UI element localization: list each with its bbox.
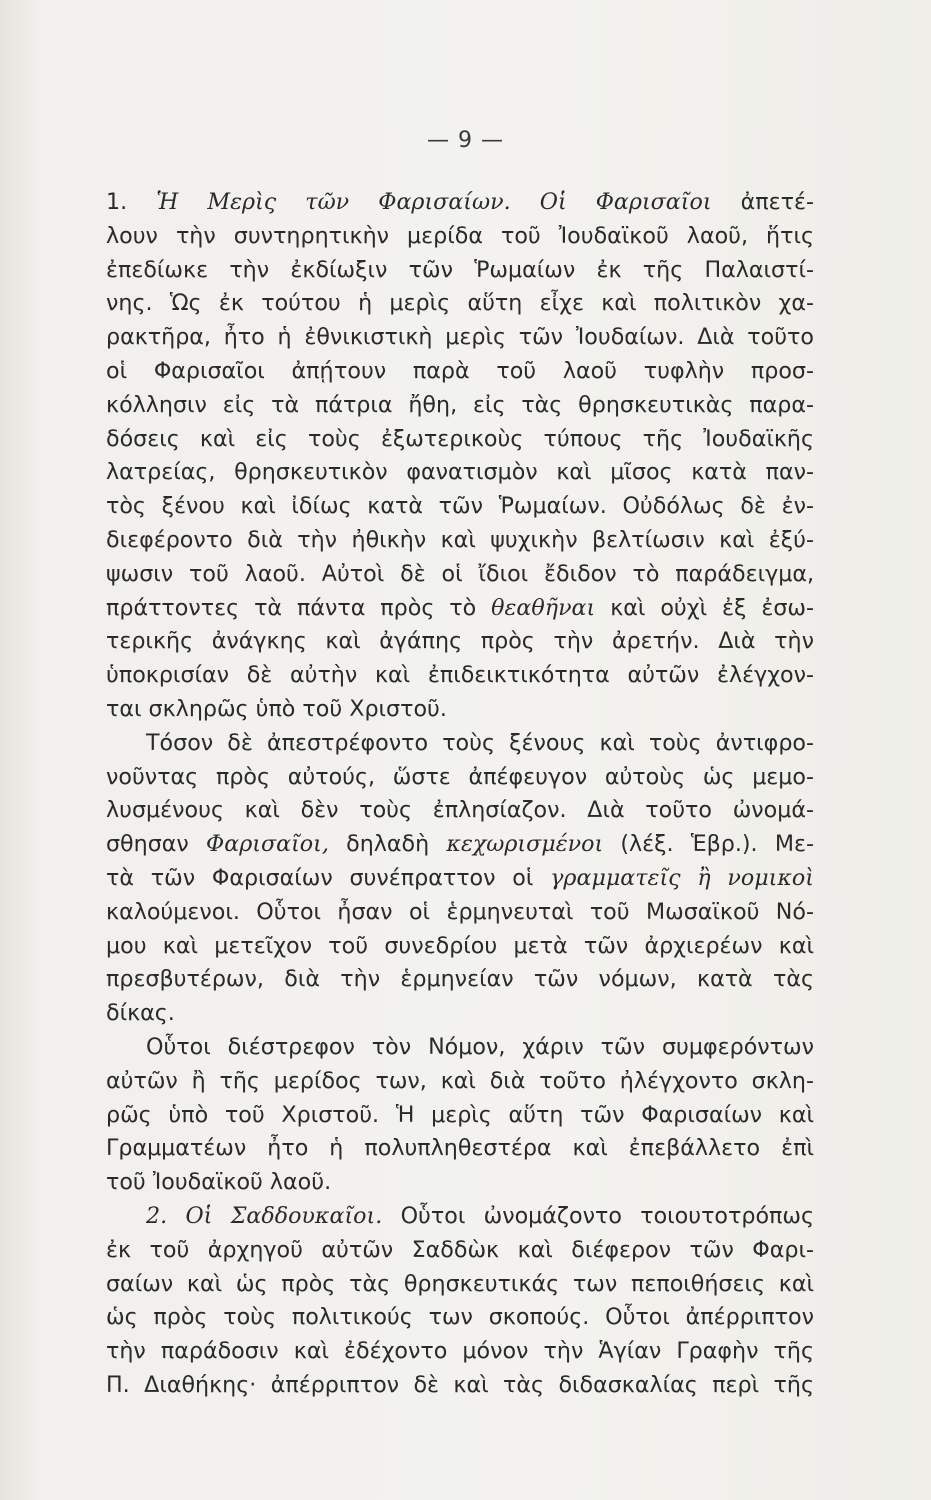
text-line [106,1268,814,1302]
text-run: μου καὶ μετεῖχον τοῦ συνεδρίου μετὰ τῶν ἀρχιερέων καὶ [106,932,814,959]
text-line [106,321,814,355]
text-run: δίκας. [106,1000,175,1027]
emphasis-text: Οἱ Φαρισαῖοι [539,189,712,215]
text-line [106,1200,814,1234]
page-number: — 9 — [427,128,504,153]
text-line [106,220,814,254]
text-line [106,524,814,558]
text-run: ται σκληρῶς ὑπὸ τοῦ Χριστοῦ. [106,695,447,722]
text-line [106,1065,814,1099]
text-line [106,287,814,321]
text-run: Γραμματέων ἦτο ἡ πολυπληθεστέρα καὶ ἐπεβάλλετο ἐπὶ [106,1135,814,1162]
text-line [106,456,814,490]
text-run: (λέξ. Ἑβρ.). Με- [603,831,814,858]
text-run: κόλλησιν εἰς τὰ πάτρια ἤθη, εἰς τὰς θρησκευτικὰς παρα- [106,391,814,418]
text-run: νης. Ὡς ἐκ τούτου ἡ μερὶς αὕτη εἶχε καὶ πολιτικὸν χα- [106,290,814,317]
text-run [511,189,540,215]
text-line [106,1099,814,1133]
text-run: 1. [106,189,157,215]
text-run: Π. Διαθήκης· ἀπέρριπτον δὲ καὶ τὰς διδασκαλίας περὶ τῆς [106,1371,814,1398]
text-run: τὸς ξένου καὶ ἰδίως κατὰ τῶν Ῥωμαίων. Οὐδόλως δὲ ἐν- [106,493,814,520]
text-run: νοῦντας πρὸς αὐτούς, ὥστε ἀπέφευγον αὐτοὺς ὡς μεμο- [106,763,814,790]
text-line [106,490,814,524]
text-line [106,828,814,862]
text-line [106,254,814,288]
text-run: αὐτῶν ἢ τῆς μερίδος των, καὶ διὰ τοῦτο ἠλέγχοντο σκλη- [106,1067,814,1094]
text-line [106,1301,814,1335]
text-line [106,693,814,727]
text-run: τοῦ Ἰουδαϊκοῦ λαοῦ. [106,1169,332,1196]
emphasis-text: θεαθῆναι [491,594,596,621]
text-line [106,659,814,693]
text-line [106,558,814,592]
text-line [106,1335,814,1369]
text-run: ρακτῆρα, ἦτο ἡ ἐθνικιστικὴ μερὶς τῶν Ἰουδαίων. Διὰ τοῦτο [106,324,814,351]
text-run: διεφέροντο διὰ τὴν ἠθικὴν καὶ ψυχικὴν βελτίωσιν καὶ ἐξύ- [106,526,814,553]
text-run: Οὗτοι ὠνομάζοντο τοιουτοτρόπως [382,1202,814,1229]
text-line [106,1031,814,1065]
emphasis-text: 2. Οἱ Σαδδουκαῖοι. [146,1202,383,1229]
text-line [106,355,814,389]
text-line [106,997,814,1031]
text-run: λουν τὴν συντηρητικὴν μερίδα τοῦ Ἰουδαϊκοῦ λαοῦ, ἥτις [106,222,814,249]
emphasis-text: Φαρισαῖοι, [206,831,329,858]
text-run: οἱ Φαρισαῖοι ἀπῄτουν παρὰ τοῦ λαοῦ τυφλὴν προσ- [106,357,814,384]
text-line [106,1132,814,1166]
text-run: ἐπεδίωκε τὴν ἐκδίωξιν τῶν Ῥωμαίων ἐκ τῆς Παλαιστί- [106,256,814,283]
emphasis-text: Ἡ Μερὶς τῶν Φαρισαίων. [156,189,511,215]
text-run: καὶ οὐχὶ ἐξ ἐσω- [595,594,814,621]
text-run: λυσμένους καὶ δὲν τοὺς ἐπλησίαζον. Διὰ τοῦτο ὠνομά- [106,797,814,824]
text-line [106,930,814,964]
text-run: ἀπετέ- [711,189,814,215]
text-line [106,1234,814,1268]
body-text [106,186,814,1403]
text-run: ὡς πρὸς τοὺς πολιτικούς των σκοπούς. Οὗτοι ἀπέρριπτον [106,1304,814,1331]
text-line [106,727,814,761]
text-run: ὑποκρισίαν δὲ αὐτὴν καὶ ἐπιδεικτικότητα αὐτῶν ἐλέγχον- [106,662,814,689]
text-run: Τόσον δὲ ἀπεστρέφοντο τοὺς ξένους καὶ τοὺς ἀντιφρο- [146,729,814,756]
text-line [106,423,814,457]
emphasis-text: κεχωρισμένοι [446,831,604,858]
text-run: Οὗτοι διέστρεφον τὸν Νόμον, χάριν τῶν συμφερόντων [146,1033,814,1060]
text-line [106,896,814,930]
text-line [106,625,814,659]
text-run: τὰ τῶν Φαρισαίων συνέπραττον οἱ [106,864,551,891]
text-run: πράττοντες τὰ πάντα πρὸς τὸ [106,594,492,621]
text-line [106,186,814,220]
text-run: καλούμενοι. Οὗτοι ἦσαν οἱ ἑρμηνευταὶ τοῦ Μωσαϊκοῦ Νό- [106,898,814,925]
emphasis-text: γραμματεῖς ἢ νομικοὶ [550,864,814,891]
text-run: ρῶς ὑπὸ τοῦ Χριστοῦ. Ἡ μερὶς αὕτη τῶν Φαρισαίων καὶ [106,1101,814,1128]
text-run: δηλαδὴ [328,831,447,858]
text-line [106,794,814,828]
text-line [106,761,814,795]
text-line [106,963,814,997]
text-run: ἐκ τοῦ ἀρχηγοῦ αὐτῶν Σαδδὼκ καὶ διέφερον τῶν Φαρι- [106,1236,814,1263]
text-line [106,389,814,423]
text-line [106,592,814,626]
text-run: λατρείας, θρησκευτικὸν φανατισμὸν καὶ μῖσος κατὰ παν- [106,459,814,486]
text-run: τὴν παράδοσιν καὶ ἐδέχοντο μόνον τὴν Ἁγίαν Γραφὴν τῆς [106,1338,814,1365]
text-run: σθησαν [106,831,207,858]
text-line [106,862,814,896]
text-line [106,1369,814,1403]
text-run: πρεσβυτέρων, διὰ τὴν ἑρμηνείαν τῶν νόμων, κατὰ τὰς [106,966,814,993]
text-run: σαίων καὶ ὡς πρὸς τὰς θρησκευτικάς των πεποιθήσεις καὶ [106,1270,814,1297]
text-line [106,1166,814,1200]
text-run: τερικῆς ἀνάγκης καὶ ἀγάπης πρὸς τὴν ἀρετήν. Διὰ τὴν [106,628,814,655]
text-run: δόσεις καὶ εἰς τοὺς ἐξωτερικοὺς τύπους τῆς Ἰουδαϊκῆς [106,425,814,452]
text-run: ψωσιν τοῦ λαοῦ. Αὐτοὶ δὲ οἱ ἴδιοι ἔδιδον τὸ παράδειγμα, [106,560,814,587]
